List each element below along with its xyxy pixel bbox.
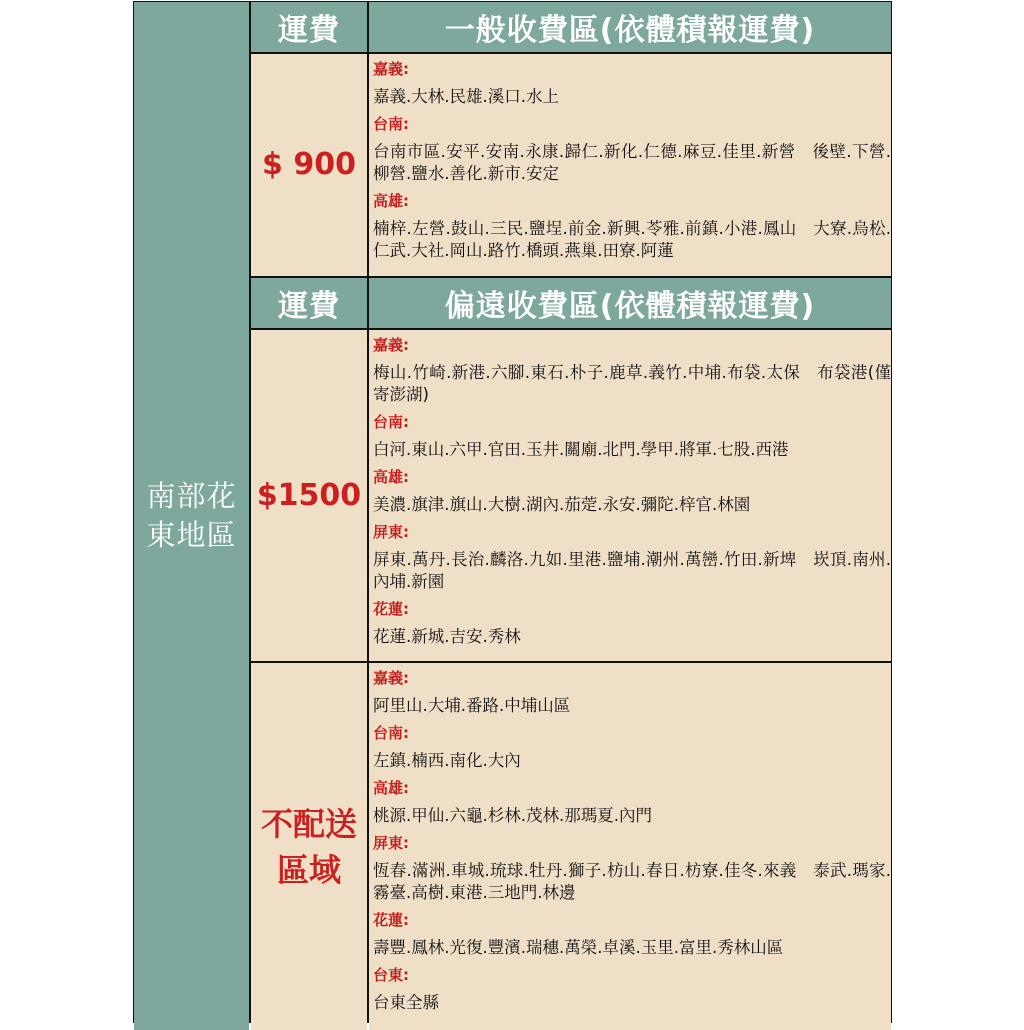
city-label: 花蓮: [373, 600, 409, 618]
fee-header-general: 運費 [251, 2, 367, 52]
town-list: 桃源.甲仙.六龜.杉林.茂林.那瑪夏.內門 [373, 806, 652, 825]
city-label: 台東: [373, 966, 409, 984]
price-remote: $1500 [251, 330, 367, 661]
shipping-fee-table [133, 1, 892, 1023]
town-list: 花蓮.新城.吉安.秀林 [373, 627, 521, 646]
fee-header-remote: 運費 [251, 278, 367, 328]
city-label: 花蓮: [373, 911, 409, 929]
town-list: 台東全縣 [373, 993, 439, 1012]
region-label-cell [134, 2, 249, 1030]
zone-list-general [369, 54, 891, 276]
city-label: 嘉義: [373, 60, 409, 78]
zone-list-no-delivery [369, 663, 891, 1030]
no-delivery-label [251, 663, 367, 1030]
city-label: 台南: [373, 413, 409, 431]
town-list: 嘉義.大林.民雄.溪口.水上 [373, 87, 559, 106]
city-label: 高雄: [373, 468, 409, 486]
city-label: 屏東: [373, 523, 409, 541]
city-label: 台南: [373, 115, 409, 133]
town-list: 壽豐.鳳林.光復.豐濱.瑞穗.萬榮.卓溪.玉里.富里.秀林山區 [373, 938, 784, 957]
zone-list-remote [369, 330, 891, 661]
city-label: 台南: [373, 724, 409, 742]
town-list: 屏東.萬丹.長治.麟洛.九如.里港.鹽埔.潮州.萬巒.竹田.新埤 崁頂.南州.內埔.新園 [373, 550, 891, 591]
no-delivery-text: 不配送區域 [260, 804, 357, 889]
town-list: 恆春.滿洲.車城.琉球.牡丹.獅子.枋山.春日.枋寮.佳冬.來義 泰武.瑪家.霧臺.高樹.東港.三地門.林邊 [373, 861, 891, 902]
town-list: 阿里山.大埔.番路.中埔山區 [373, 696, 571, 715]
zone-header-remote: 偏遠收費區(依體積報運費) [369, 278, 891, 328]
town-list: 白河.東山.六甲.官田.玉井.關廟.北門.學甲.將軍.七股.西港 [373, 440, 789, 459]
city-label: 高雄: [373, 192, 409, 210]
zone-header-general: 一般收費區(依體積報運費) [369, 2, 891, 52]
town-list: 梅山.竹崎.新港.六腳.東石.朴子.鹿草.義竹.中埔.布袋.太保 布袋港(僅寄澎湖) [373, 363, 891, 404]
price-general: $ 900 [251, 54, 367, 276]
city-label: 高雄: [373, 779, 409, 797]
city-label: 嘉義: [373, 669, 409, 687]
region-label: 南部花東地區 [146, 479, 237, 552]
town-list: 左鎮.楠西.南化.大內 [373, 751, 521, 770]
town-list: 楠梓.左營.鼓山.三民.鹽埕.前金.新興.苓雅.前鎮.小港.鳳山 大寮.烏松.仁武.大社.岡山.路竹.橋頭.燕巢.田寮.阿蓮 [373, 219, 891, 260]
town-list: 台南市區.安平.安南.永康.歸仁.新化.仁德.麻豆.佳里.新營 後壁.下營.柳營.鹽水.善化.新市.安定 [373, 142, 891, 183]
town-list: 美濃.旗津.旗山.大樹.湖內.茄萣.永安.彌陀.梓官.林園 [373, 495, 751, 514]
city-label: 嘉義: [373, 336, 409, 354]
city-label: 屏東: [373, 834, 409, 852]
